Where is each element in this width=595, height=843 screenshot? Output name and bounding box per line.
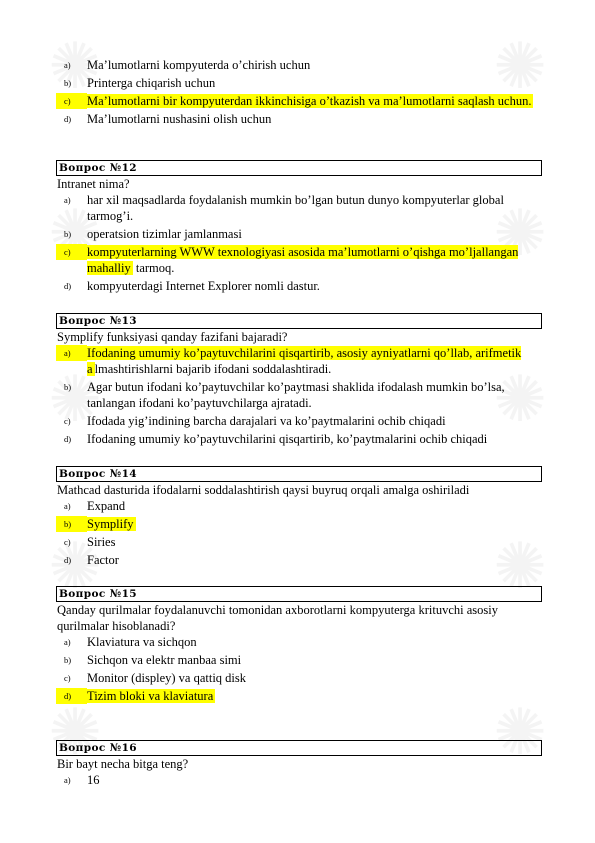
option-text-highlighted: Ma’lumotlarni bir kompyuterdan ikkinchisiga o’tkazish va ma’lumotlarni saqlash uchun. — [87, 94, 532, 108]
option-text: har xil maqsadlarda foydalanish mumkin bo’lgan butun dunyo kompyuterlar global tarmog’i. — [87, 193, 504, 223]
answer-option — [56, 111, 542, 127]
question-heading: Вопрос №12 — [56, 160, 542, 176]
option-letter: c) — [64, 537, 71, 547]
question-heading: Вопрос №16 — [56, 740, 542, 756]
option-text-rest: lmashtirishlarni bajarib ifodani soddalashtiradi. — [94, 362, 332, 376]
option-text-highlighted: Ifodaning umumiy ko’paytuvchilarini qisqartirib, asosiy ayniyatlarni qo’llab, arifmetik a — [87, 346, 522, 376]
question-text: Qanday qurilmalar foydalanuvchi tomonidan axborotlarni kompyuterga krituvchi asosiy qurilmalar hisoblanadi? — [57, 603, 498, 633]
option-letter: a) — [56, 345, 87, 361]
question-text: Intranet nima? — [57, 177, 130, 191]
question-heading: Вопрос №13 — [56, 313, 542, 329]
answer-option — [56, 652, 542, 668]
answer-option — [56, 534, 542, 550]
option-text: Klaviatura va sichqon — [87, 635, 197, 649]
option-text: Ifodada yig’indining barcha darajalari va ko’paytmalarini ochib chiqadi — [87, 414, 446, 428]
option-letter: b) — [56, 516, 87, 532]
answer-option — [56, 192, 542, 224]
answer-option — [56, 431, 542, 447]
option-text: Factor — [87, 553, 119, 567]
option-letter: d) — [64, 434, 72, 444]
answer-option — [56, 226, 542, 242]
answer-option — [56, 772, 542, 788]
answer-option-correct — [56, 516, 542, 532]
option-letter: a) — [64, 195, 71, 205]
question-16 — [56, 740, 542, 790]
option-letter: d) — [64, 114, 72, 124]
answer-option — [56, 634, 542, 650]
answer-option — [56, 75, 542, 91]
question-12 — [56, 160, 542, 296]
option-text: kompyuterdagi Internet Explorer nomli dastur. — [87, 279, 320, 293]
option-letter: b) — [64, 382, 72, 392]
option-letter: a) — [64, 637, 71, 647]
option-text: 16 — [87, 773, 100, 787]
option-text: Monitor (displey) va qattiq disk — [87, 671, 247, 685]
question-heading: Вопрос №14 — [56, 466, 542, 482]
option-letter: a) — [64, 501, 71, 511]
answer-option-correct — [56, 93, 542, 109]
answer-option — [56, 379, 542, 411]
answer-option-correct — [56, 688, 542, 704]
answer-option — [56, 413, 542, 429]
answer-option-correct — [56, 244, 542, 276]
option-text: operatsion tizimlar jamlanmasi — [87, 227, 242, 241]
option-text: Sichqon va elektr manbaa simi — [87, 653, 242, 667]
option-letter: d) — [56, 688, 87, 704]
option-text-highlighted: kompyuterlarning WWW texnologiyasi asosida ma’lumotlarni o’qishga mo’ljallangan mahalliy — [87, 245, 519, 275]
option-text: Ma’lumotlarni nushasini olish uchun — [87, 112, 272, 126]
question-heading: Вопрос №15 — [56, 586, 542, 602]
answer-option — [56, 278, 542, 294]
option-text: Printerga chiqarish uchun — [87, 76, 216, 90]
answer-option — [56, 670, 542, 686]
option-letter: c) — [56, 93, 87, 109]
option-letter: c) — [64, 416, 71, 426]
question-text: Bir bayt necha bitga teng? — [57, 757, 189, 771]
answer-option-correct — [56, 345, 542, 377]
question-15 — [56, 586, 542, 706]
option-letter: a) — [64, 775, 71, 785]
answer-option — [56, 552, 542, 568]
option-text: Expand — [87, 499, 126, 513]
answer-option — [56, 498, 542, 514]
option-text: Agar butun ifodani ko’paytuvchilar ko’paytmasi shaklida ifodalash mumkin bo’lsa, tanlangan ifodani ko’paytuvchilarga ajratadi. — [87, 380, 505, 410]
option-letter: a) — [64, 60, 71, 70]
question-14 — [56, 466, 542, 570]
option-letter: d) — [64, 555, 72, 565]
option-text: Ma’lumotlarni kompyuterda o’chirish uchun — [87, 58, 311, 72]
option-text-highlighted: Symplify — [87, 517, 134, 531]
option-letter: b) — [64, 78, 72, 88]
option-text: Siries — [87, 535, 116, 549]
previous-question-options — [56, 57, 542, 129]
option-text-highlighted: Tizim bloki va klaviatura — [87, 689, 214, 703]
option-letter: c) — [64, 673, 71, 683]
option-letter: c) — [56, 244, 87, 260]
option-letter: d) — [64, 281, 72, 291]
question-text: Mathcad dasturida ifodalarni soddalashtirish qaysi buyruq orqali amalga oshiriladi — [57, 483, 470, 497]
option-letter: b) — [64, 655, 72, 665]
option-text: Ifodaning umumiy ko’paytuvchilarini qisqartirib, ko’paytmalarini ochib chiqadi — [87, 432, 488, 446]
question-text: Symplify funksiyasi qanday fazifani bajaradi? — [57, 330, 288, 344]
answer-option — [56, 57, 542, 73]
question-13 — [56, 313, 542, 449]
option-letter: b) — [64, 229, 72, 239]
option-text-rest: tarmoq. — [132, 261, 175, 275]
